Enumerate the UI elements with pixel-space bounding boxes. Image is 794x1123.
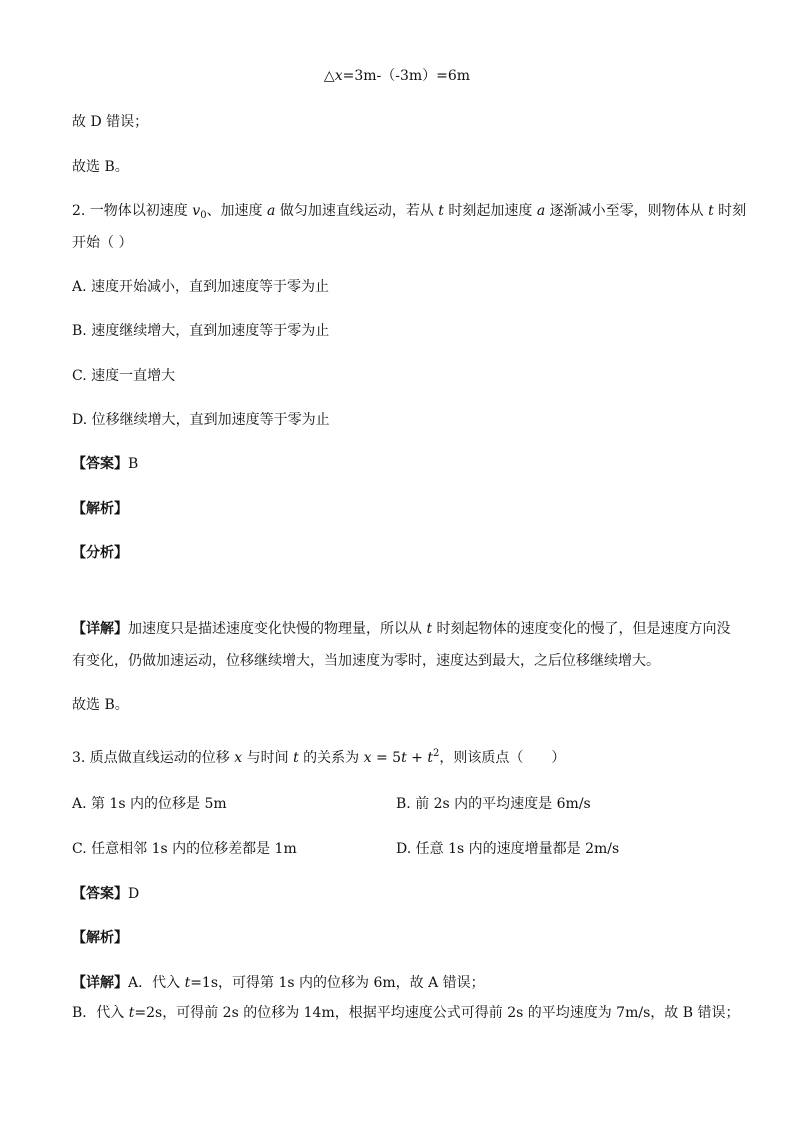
question-2-stem-line2: 开始（ ）	[72, 235, 133, 251]
q2-detail-line2: 有变化，仍做加速运动，位移继续增大，当加速度为零时，速度达到最大，之后位移继续增大。	[72, 653, 660, 669]
q3-option-c: C. 任意相邻 1s 内的位移差都是 1m	[72, 841, 297, 857]
q3-detail-b: B．代入 t=2s，可得前 2s 的位移为 14m，根据平均速度公式可得前 2s 的平均速度为 7m/s，故 B 错误；	[72, 1005, 740, 1021]
q3-option-a: A. 第 1s 内的位移是 5m	[72, 796, 227, 812]
q2-jiexi-label: 【解析】	[72, 501, 128, 517]
question-3-stem: 3. 质点做直线运动的位移 x 与时间 t 的关系为 $x = 5t + t^2$，则该质点（ ）	[72, 748, 566, 766]
q3-detail-a: 【详解】A．代入 t=1s，可得第 1s 内的位移为 6m，故 A 错误；	[72, 975, 485, 991]
q2-option-d: D. 位移继续增大，直到加速度等于零为止	[72, 412, 330, 428]
question-2-stem: 2. 一物体以初速度 $v_0$、加速度 a 做匀加速直线运动，若从 t 时刻起加速度 a 逐渐减小至零，则物体从 t 时刻	[72, 203, 747, 221]
q2-option-b: B. 速度继续增大，直到加速度等于零为止	[72, 323, 330, 339]
q2-conclusion: 故选 B。	[72, 697, 129, 713]
paragraph-d-wrong: 故 D 错误；	[72, 114, 149, 130]
q3-answer: 【答案】D	[72, 886, 140, 902]
paragraph-choose-b: 故选 B。	[72, 159, 129, 175]
q2-fenxi-label: 【分析】	[72, 545, 128, 561]
q3-jiexi-label: 【解析】	[72, 930, 128, 946]
q2-answer: 【答案】B	[72, 456, 139, 472]
q2-option-a: A. 速度开始减小，直到加速度等于零为止	[72, 279, 330, 295]
q2-option-c: C. 速度一直增大	[72, 368, 176, 384]
q2-detail: 【详解】加速度只是描述速度变化快慢的物理量，所以从 t 时刻起物体的速度变化的慢了，但是速度方向没	[72, 621, 731, 637]
equation-delta-x: △x=3m-（-3m）=6m	[323, 68, 471, 84]
q3-option-b: B. 前 2s 内的平均速度是 6m/s	[396, 796, 591, 812]
q3-option-d: D. 任意 1s 内的速度增量都是 2m/s	[396, 841, 620, 857]
